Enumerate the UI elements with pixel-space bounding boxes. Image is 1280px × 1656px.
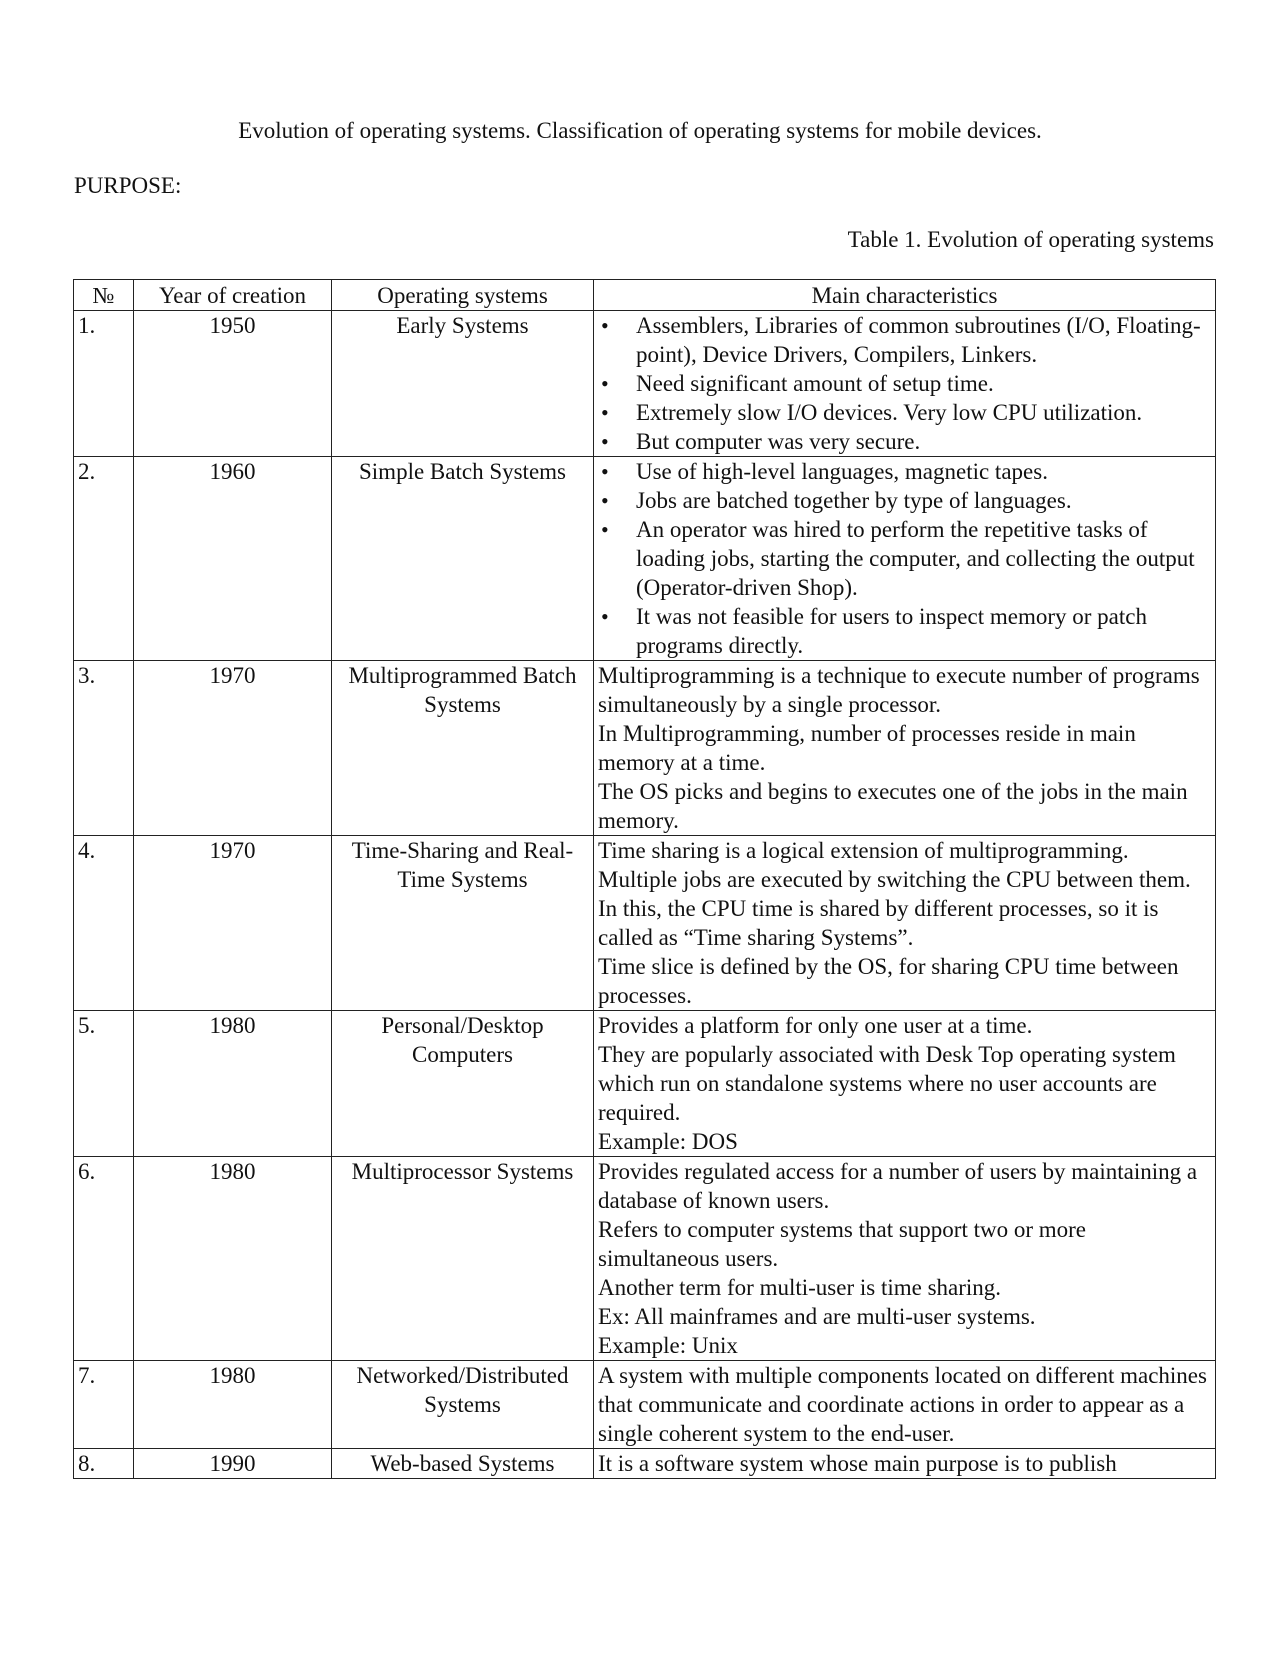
bullet-item: • An operator was hired to perform the repetitive tasks of loading jobs, starting the computer, and collecting the output (Operator-driven Shop). — [598, 515, 1211, 602]
bullet-item: • Extremely slow I/O devices. Very low CPU utilization. — [598, 398, 1211, 427]
bullet-item: • Use of high-level languages, magnetic tapes. — [598, 457, 1211, 486]
characteristic-line: They are popularly associated with Desk Top operating system which run on standalone systems where no user accounts are required. — [598, 1042, 1176, 1125]
characteristic-line: In Multiprogramming, number of processes reside in main memory at a time. — [598, 721, 1136, 775]
row-year: 1970 — [134, 661, 332, 836]
table-row — [74, 836, 1216, 1011]
row-os: Personal/Desktop Computers — [332, 1011, 594, 1157]
purpose-label: PURPOSE: — [74, 173, 182, 198]
row-characteristics — [594, 1157, 1216, 1361]
bullet-item: • But computer was very secure. — [598, 427, 1211, 456]
row-year: 1990 — [134, 1449, 332, 1479]
row-number: 4. — [74, 836, 134, 1011]
row-os: Early Systems — [332, 311, 594, 457]
table-caption: Table 1. Evolution of operating systems — [847, 227, 1214, 252]
document-title: Evolution of operating systems. Classification of operating systems for mobile devices. — [238, 118, 1042, 143]
table-row — [74, 457, 1216, 661]
row-characteristics — [594, 457, 1216, 661]
characteristic-line: Provides a platform for only one user at a time. — [598, 1013, 1033, 1038]
characteristic-line: Example: Unix — [598, 1333, 738, 1358]
header-os: Operating systems — [332, 280, 594, 311]
characteristic-line: Refers to computer systems that support two or more simultaneous users. — [598, 1217, 1087, 1271]
row-year: 1980 — [134, 1361, 332, 1449]
row-characteristics — [594, 1011, 1216, 1157]
table-row — [74, 1011, 1216, 1157]
table-row — [74, 1449, 1216, 1479]
row-year: 1980 — [134, 1011, 332, 1157]
characteristic-line: Time sharing is a logical extension of multiprogramming. — [598, 838, 1129, 863]
row-year: 1960 — [134, 457, 332, 661]
row-os: Multiprocessor Systems — [332, 1157, 594, 1361]
row-characteristics — [594, 311, 1216, 457]
bullet-item: • It was not feasible for users to inspect memory or patch programs directly. — [598, 602, 1211, 660]
characteristic-line: In this, the CPU time is shared by different processes, so it is called as “Time sharing Systems”. — [598, 896, 1159, 950]
row-number: 7. — [74, 1361, 134, 1449]
bullet-list — [598, 457, 1211, 660]
row-os: Time-Sharing and Real-Time Systems — [332, 836, 594, 1011]
row-characteristics — [594, 661, 1216, 836]
row-os: Web-based Systems — [332, 1449, 594, 1479]
row-os: Networked/Distributed Systems — [332, 1361, 594, 1449]
row-characteristics — [594, 1449, 1216, 1479]
table-row — [74, 1157, 1216, 1361]
row-number: 8. — [74, 1449, 134, 1479]
row-os: Multiprogrammed Batch Systems — [332, 661, 594, 836]
characteristic-line: A system with multiple components located on different machines that communicate and coordinate actions in order to appear as a single coherent system to the end-user. — [598, 1363, 1207, 1446]
row-number: 5. — [74, 1011, 134, 1157]
table-header-row — [74, 280, 1216, 311]
characteristic-line: Multiple jobs are executed by switching the CPU between them. — [598, 867, 1191, 892]
characteristic-line: Multiprogramming is a technique to execute number of programs simultaneously by a single processor. — [598, 663, 1200, 717]
characteristic-line: Another term for multi-user is time sharing. — [598, 1275, 1002, 1300]
row-number: 2. — [74, 457, 134, 661]
table-row — [74, 311, 1216, 457]
row-os: Simple Batch Systems — [332, 457, 594, 661]
row-number: 1. — [74, 311, 134, 457]
table-row — [74, 1361, 1216, 1449]
characteristic-line: Provides regulated access for a number of users by maintaining a database of known users. — [598, 1159, 1198, 1213]
row-characteristics — [594, 1361, 1216, 1449]
evolution-table — [73, 279, 1216, 1479]
bullet-item: • Jobs are batched together by type of languages. — [598, 486, 1211, 515]
header-year: Year of creation — [134, 280, 332, 311]
row-number: 3. — [74, 661, 134, 836]
row-year: 1970 — [134, 836, 332, 1011]
row-characteristics — [594, 836, 1216, 1011]
bullet-item: • Need significant amount of setup time. — [598, 369, 1211, 398]
bullet-list — [598, 311, 1211, 456]
row-year: 1950 — [134, 311, 332, 457]
row-number: 6. — [74, 1157, 134, 1361]
header-characteristics: Main characteristics — [594, 280, 1216, 311]
characteristic-line: Example: DOS — [598, 1129, 738, 1154]
characteristic-line: The OS picks and begins to executes one of the jobs in the main memory. — [598, 779, 1188, 833]
bullet-item: • Assemblers, Libraries of common subroutines (I/O, Floating-point), Device Drivers, Compilers, Linkers. — [598, 311, 1211, 369]
characteristic-line: Ex: All mainframes and are multi-user systems. — [598, 1304, 1036, 1329]
table-row — [74, 661, 1216, 836]
header-number: № — [74, 280, 134, 311]
characteristic-line: It is a software system whose main purpose is to publish — [598, 1451, 1117, 1476]
characteristic-line: Time slice is defined by the OS, for sharing CPU time between processes. — [598, 954, 1179, 1008]
row-year: 1980 — [134, 1157, 332, 1361]
